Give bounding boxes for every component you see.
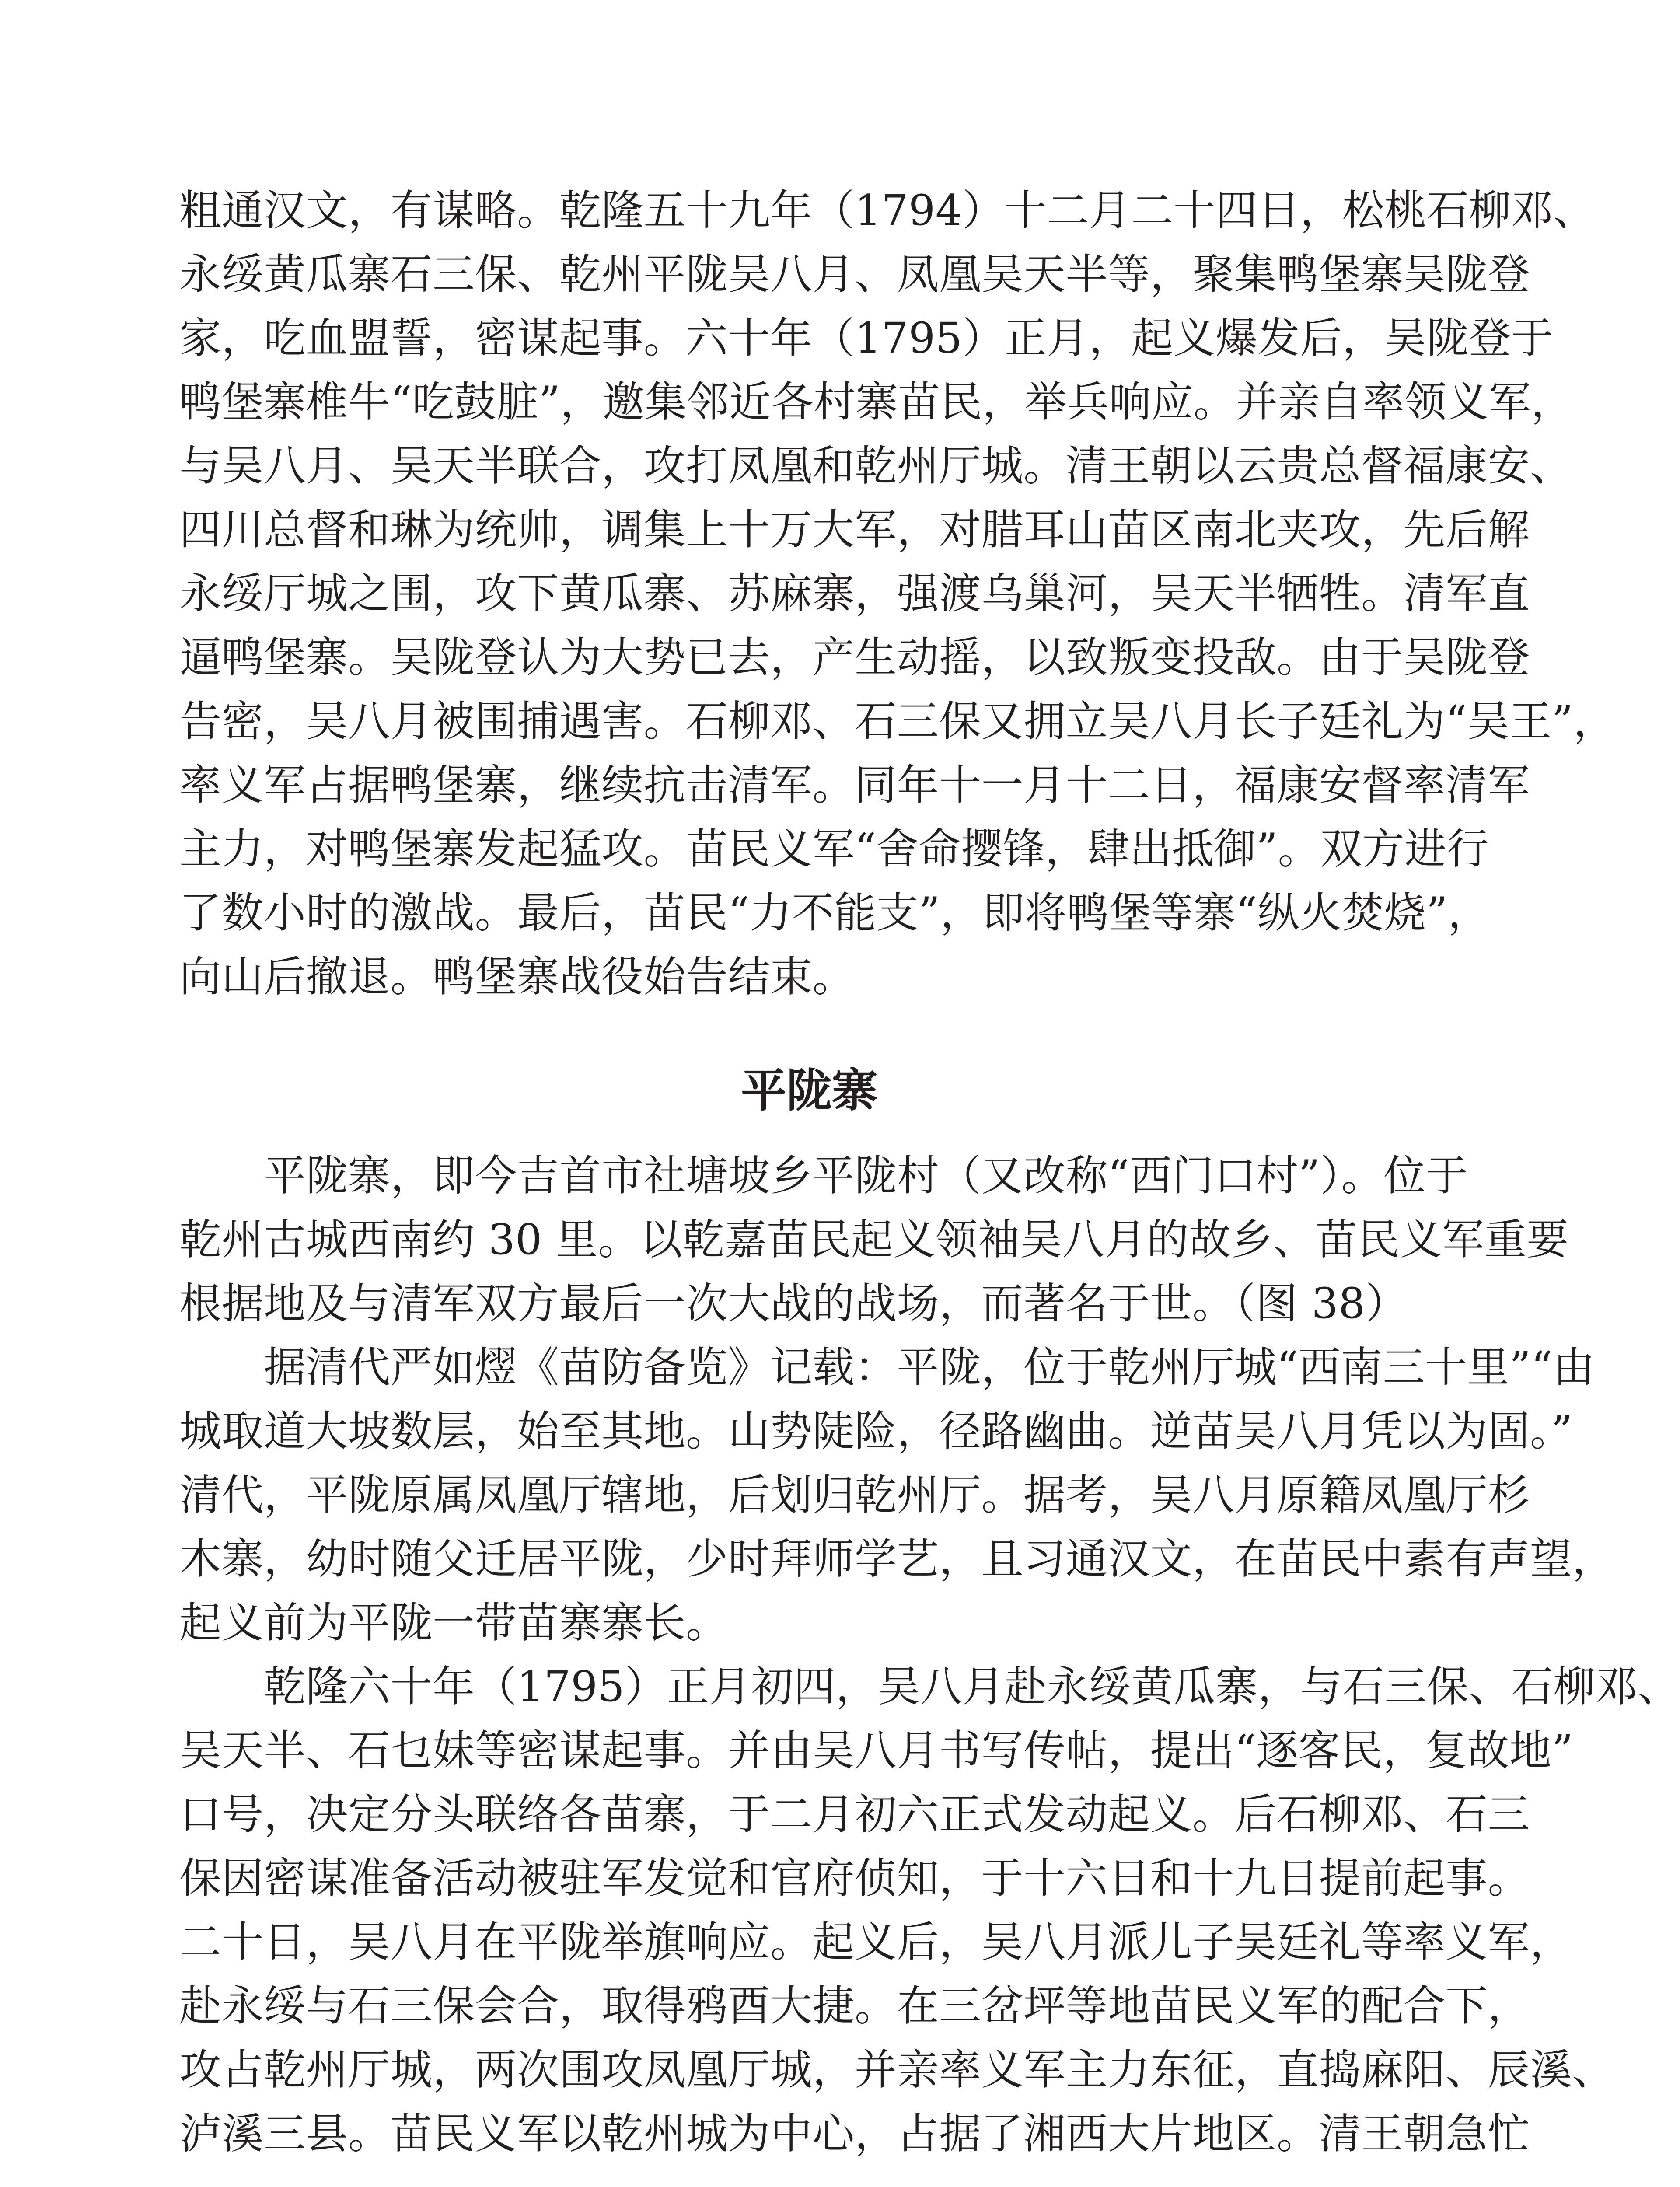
text-line: 永绥黄瓜寨石三保、乾州平陇吴八月、凤凰吴天半等，聚集鸭堡寨吴陇登 bbox=[179, 250, 1530, 299]
text-line: 永绥厅城之围，攻下黄瓜寨、苏麻寨，强渡乌巢河，吴天半牺牲。清军直 bbox=[179, 569, 1530, 618]
text-line: 城取道大坡数层，始至其地。山势陡险，径路幽曲。逆苗吴八月凭以为固。” bbox=[179, 1407, 1573, 1456]
text-line: 四川总督和琳为统帅，调集上十万大军，对腊耳山苗区南北夹攻，先后解 bbox=[179, 505, 1530, 554]
text-line: 木寨，幼时随父迁居平陇，少时拜师学艺，且习通汉文，在苗民中素有声望， bbox=[179, 1534, 1614, 1583]
text-line: 二十日，吴八月在平陇举旗响应。起义后，吴八月派儿子吴廷礼等率义军， bbox=[179, 1918, 1572, 1967]
text-line: 粗通汉文，有谋略。乾隆五十九年（1794）十二月二十四日，松桃石柳邓、 bbox=[179, 186, 1596, 235]
text-line: 口号，决定分头联络各苗寨，于二月初六正式发动起义。后石柳邓、石三 bbox=[179, 1790, 1530, 1839]
text-line: 泸溪三县。苗民义军以乾州城为中心，占据了湘西大片地区。清王朝急忙 bbox=[179, 2109, 1530, 2158]
text-line: 赴永绥与石三保会合，取得鸦酉大捷。在三岔坪等地苗民义军的配合下， bbox=[179, 1981, 1530, 2030]
text-line: 清代，平陇原属凤凰厅辖地，后划归乾州厅。据考，吴八月原籍凤凰厅杉 bbox=[179, 1471, 1530, 1520]
text-line: 了数小时的激战。最后，苗民“力不能支”，即将鸭堡等寨“纵火焚烧”， bbox=[179, 888, 1490, 937]
text-line: 向山后撤退。鸭堡寨战役始告结束。 bbox=[179, 952, 855, 1001]
text-line: 保因密谋准备活动被驻军发觉和官府侦知，于十六日和十九日提前起事。 bbox=[179, 1854, 1530, 1903]
text-line: 吴天半、石乜妹等密谋起事。并由吴八月书写传帖，提出“逐客民，复故地” bbox=[179, 1726, 1574, 1775]
text-line: 平陇寨，即今吉首市社塘坡乡平陇村（又改称“西门口村”）。位于 bbox=[179, 1151, 1468, 1200]
text-line: 根据地及与清军双方最后一次大战的战场，而著名于世。（图 38） bbox=[179, 1279, 1408, 1328]
section-title: 平陇寨 bbox=[740, 1063, 877, 1117]
text-line: 乾州古城西南约 30 里。以乾嘉苗民起义领袖吴八月的故乡、苗民义军重要 bbox=[179, 1215, 1569, 1264]
body-text-section bbox=[179, 1144, 1680, 2166]
text-line: 告密，吴八月被围捕遇害。石柳邓、石三保又拥立吴八月长子廷礼为“吴王”， bbox=[179, 697, 1616, 746]
text-line: 主力，对鸭堡寨发起猛攻。苗民义军“舍命撄锋，肆出抵御”。双方进行 bbox=[179, 824, 1489, 873]
text-line: 鸭堡寨椎牛“吃鼓脏”，邀集邻近各村寨苗民，举兵响应。并亲自率领义军， bbox=[179, 377, 1574, 426]
text-line: 据清代严如熤《苗防备览》记载：平陇，位于乾州厅城“西南三十里”“由 bbox=[179, 1343, 1595, 1392]
text-line: 攻占乾州厅城，两次围攻凤凰厅城，并亲率义军主力东征，直捣麻阳、辰溪、 bbox=[179, 2045, 1614, 2094]
text-line: 率义军占据鸭堡寨，继续抗击清军。同年十一月十二日，福康安督率清军 bbox=[179, 761, 1530, 810]
text-line: 乾隆六十年（1795）正月初四，吴八月赴永绥黄瓜寨，与石三保、石柳邓、 bbox=[179, 1662, 1680, 1711]
text-line: 家，吃血盟誓，密谋起事。六十年（1795）正月，起义爆发后，吴陇登于 bbox=[179, 314, 1554, 363]
text-line: 起义前为平陇一带苗寨寨长。 bbox=[179, 1598, 728, 1647]
body-text-continued bbox=[179, 178, 1616, 1009]
text-line: 逼鸭堡寨。吴陇登认为大势已去，产生动摇，以致叛变投敌。由于吴陇登 bbox=[179, 633, 1530, 682]
text-line: 与吴八月、吴天半联合，攻打凤凰和乾州厅城。清王朝以云贵总督福康安、 bbox=[179, 441, 1572, 490]
